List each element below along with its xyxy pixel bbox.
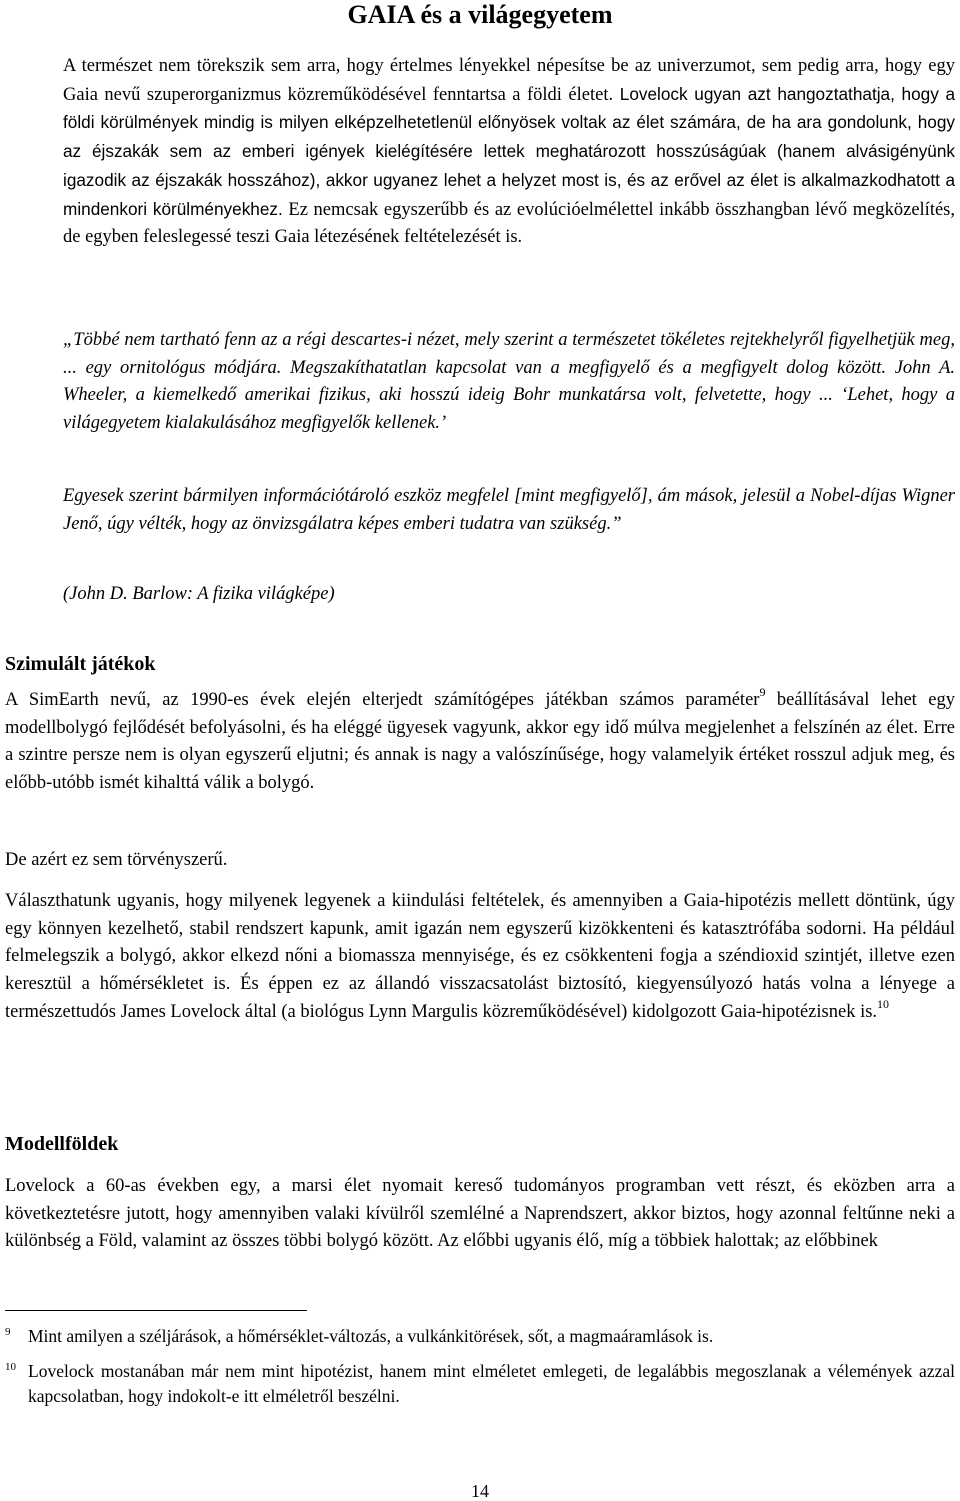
section1-paragraph-1	[5, 687, 955, 798]
section-heading-szimulalt-jatekok: Szimulált játékok	[5, 653, 156, 675]
footnote-9	[5, 1324, 955, 1349]
footnote-number: 10	[5, 1361, 16, 1373]
quote-source: (John D. Barlow: A fizika világképe)	[63, 584, 335, 604]
page-number: 14	[471, 1481, 489, 1501]
intro-paragraph	[63, 53, 955, 252]
footnote-ref-10[interactable]: 10	[877, 996, 890, 1011]
footnote-10	[5, 1359, 955, 1409]
section1-paragraph-2: De azért ez sem törvényszerű.	[5, 850, 228, 870]
footnote-text: Mint amilyen a széljárások, a hőmérséklet-változás, a vulkánkitörések, sőt, a magmaáramlások is.	[28, 1326, 714, 1346]
intro-part-serif: A természet nem törekszik sem arra, hogy értelmes lényekkel népesítse be az univerzumot, sem pedig arra, hogy egy Gaia nevű szuperorganizmus közreműködésével fenntartsa a földi életet.	[63, 56, 955, 105]
section1-paragraph-1-lead: A SimEarth nevű, az 1990-es évek elején elterjedt számítógépes játékban számos paraméter	[5, 690, 760, 710]
quote-paragraph-1: „Többé nem tartható fenn az a régi descartes-i nézet, mely szerint a természetet tökéletes rejtekhelyről figyelhetjük meg, ... egy ornitológus módjára. Megszakíthatatlan kapcsolat van a megfigyelő és a megfigyelt dolog között. John A. Wheeler, a kiemelkedő amerikai fizikus, aki hosszú ideig Bohr munkatársa volt, felvetette, hogy ... ‘Lehet, hogy a világegyetem kialakulásához megfigyelők kellenek.’	[63, 330, 955, 434]
section1-paragraph-3-text: Választhatunk ugyanis, hogy milyenek legyenek a kiindulási feltételek, és amennyiben a Gaia-hipotézis mellett döntünk, úgy egy könnyen kezelhető, stabil rendszert kapunk, amit igazán nem egyszerű kizökkenteni és katasztrófába sodorni. Ha például felmelegszik a bolygó, akkor elkezd nőni a biomassza mennyisége, és ez csökkenteni fogja a széndioxid szintjét, illetve ezen keresztül a hőmérsékletet is. És éppen ez az állandó visszacsatolást biztosító, kiegyensúlyozó hatás volna a lényege a természettudós James Lovelock által (a biológus Lynn Margulis közreműködésével) kidolgozott Gaia-hipotézisnek is.	[5, 891, 955, 1022]
intro-part-sans: Lovelock ugyan azt hangoztathatja, hogy a földi körülmények mindig is milyen elképzelhetetlenül előnyösek voltak az élet számára, de ha ara gondolunk, hogy az éjszakák sem az emberi igények kielégítésére lettek meghatározott hosszúságúak (hanem alvásigényünk igazodik az éjszakák hosszához), akkor ugyanez lehet a helyzet most is, és az erővel az élet is alkalmazkodhatott a mindenkori körülményekhez.	[63, 83, 955, 219]
intro-part-conclusion: Ez nemcsak egyszerűbb és az evolúcióelmélettel inkább összhangban lévő megközelítés, de egyben feleslegessé teszi Gaia létezésének feltételezését is.	[63, 199, 955, 248]
footnote-ref-9[interactable]: 9	[759, 685, 766, 699]
section1-paragraph-1-rest: beállításával lehet egy modellbolygó fejlődését befolyásolni, és ha eléggé ügyesek vagyunk, akkor egy idő múlva megjelenhet a felszínén az élet. Erre a szintre persze nem is olyan egyszerű eljutni; és annak is nagy a valószínűsége, hogy valamelyik értéket rosszul adjuk meg, és előbb-utóbb ismét kihalttá válik a bolygó.	[5, 690, 955, 794]
footnote-text: Lovelock mostanában már nem mint hipotézist, hanem mint elméletet emlegeti, de legalábbis megoszlanak a vélemények azzal kapcsolatban, hogy indokolt-e itt elméletről beszélni.	[28, 1361, 955, 1406]
section2-paragraph-1: Lovelock a 60-as években egy, a marsi élet nyomait kereső tudományos programban vett részt, és eközben arra a következtetésre jutott, hogy amennyiben valaki kívülről szemlélné a Naprendszert, akkor biztos, hogy azonnal feltűnne neki a különbség a Föld, valamint az összes többi bolygó között. Az előbbi ugyanis élő, míg a többiek halottak; az előbbinek	[5, 1176, 955, 1252]
section1-paragraph-3	[5, 888, 955, 1027]
quote-paragraph-2: Egyesek szerint bármilyen információtároló eszköz megfelel [mint megfigyelő], ám mások, jelesül a Nobel-díjas Wigner Jenő, úgy vélték, hogy az önvizsgálatra képes emberi tudatra van szükség.”	[63, 486, 955, 534]
footnote-separator	[5, 1310, 307, 1311]
section-heading-modellfoldek: Modellföldek	[5, 1133, 119, 1155]
footnote-number: 9	[5, 1326, 11, 1338]
page-title: GAIA és a világegyetem	[347, 0, 613, 29]
